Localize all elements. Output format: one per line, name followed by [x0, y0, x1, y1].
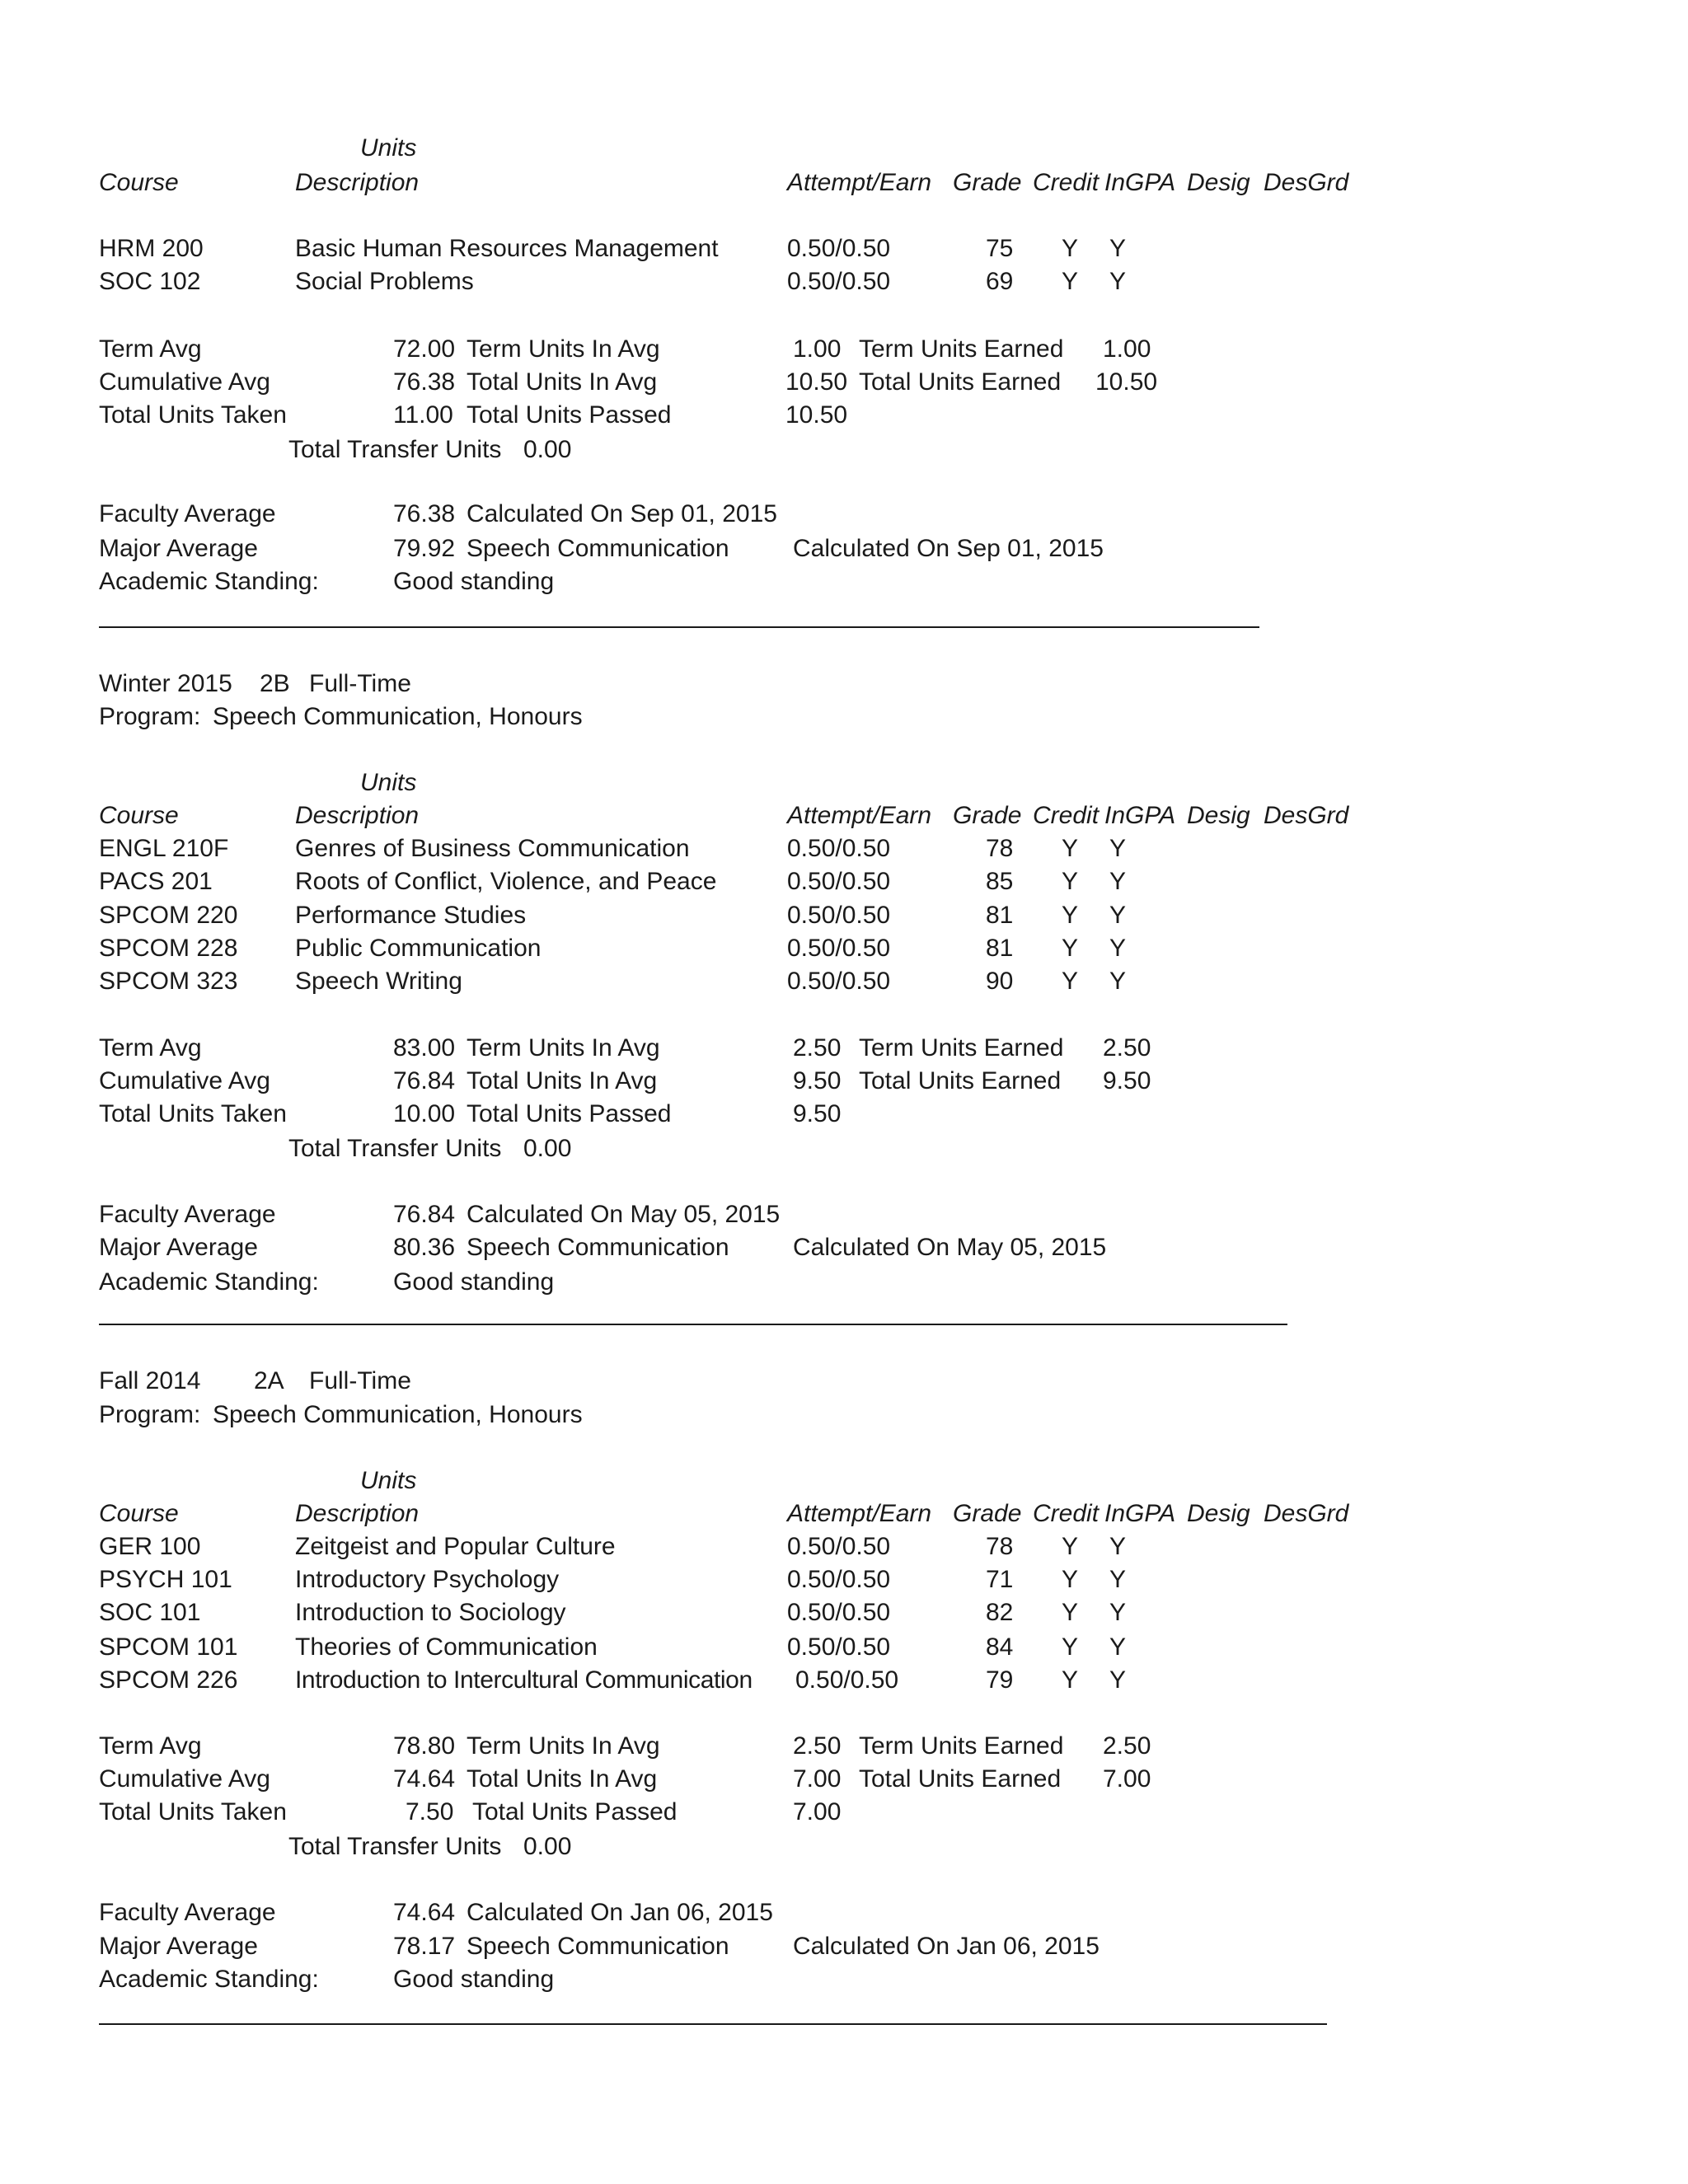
section-divider: [99, 1324, 1287, 1325]
total-units-earned-label: Total Units Earned: [859, 1765, 1062, 1793]
cumulative-avg-value: 74.64: [393, 1765, 456, 1793]
term-units-earned-value: 2.50: [1103, 1034, 1151, 1062]
term-units-earned-value: 2.50: [1103, 1732, 1151, 1760]
course-attempt-earn: 0.50/0.50: [787, 935, 891, 962]
program-name: Speech Communication, Honours: [213, 703, 583, 730]
total-units-earned-label: Total Units Earned: [859, 1067, 1062, 1094]
units-header: Units: [360, 134, 417, 162]
cumulative-avg-value: 76.38: [393, 368, 456, 396]
major-average-value: 79.92: [393, 535, 456, 562]
total-units-earned-value: 7.00: [1103, 1765, 1151, 1793]
total-units-in-avg-value: 9.50: [793, 1067, 842, 1094]
section-divider: [99, 2023, 1327, 2025]
term-season: Winter 2015: [99, 670, 232, 697]
ingpa-header: InGPA: [1104, 802, 1176, 829]
total-units-taken-value: 7.50: [406, 1798, 454, 1825]
credit-header: Credit: [1033, 169, 1100, 196]
course-grade: 78: [986, 1533, 1014, 1560]
course-grade: 79: [986, 1666, 1014, 1694]
course-credit: Y: [1062, 968, 1079, 995]
course-description: Public Communication: [295, 935, 542, 962]
program-name: Speech Communication, Honours: [213, 1401, 583, 1428]
academic-standing-value: Good standing: [393, 568, 555, 595]
course-description: Genres of Business Communication: [295, 835, 690, 862]
course-code: SOC 101: [99, 1599, 201, 1626]
course-credit: Y: [1062, 835, 1079, 862]
desig-header: Desig: [1187, 169, 1250, 196]
faculty-average-label: Faculty Average: [99, 1899, 276, 1926]
course-grade: 78: [986, 835, 1014, 862]
total-transfer-units-label: Total Transfer Units: [288, 1833, 502, 1860]
course-description: Social Problems: [295, 268, 474, 295]
course-ingpa: Y: [1109, 1533, 1127, 1560]
course-credit: Y: [1062, 1533, 1079, 1560]
total-units-passed-value: 9.50: [793, 1100, 842, 1127]
course-grade: 69: [986, 268, 1014, 295]
course-attempt-earn: 0.50/0.50: [787, 235, 891, 262]
academic-standing-value: Good standing: [393, 1268, 555, 1296]
course-description: Performance Studies: [295, 902, 527, 929]
course-code: HRM 200: [99, 235, 204, 262]
course-code: SPCOM 226: [99, 1666, 238, 1694]
course-attempt-earn: 0.50/0.50: [787, 835, 891, 862]
academic-standing-label: Academic Standing:: [99, 1966, 319, 1993]
course-attempt-earn: 0.50/0.50: [787, 1633, 891, 1661]
total-units-earned-value: 9.50: [1103, 1067, 1151, 1094]
description-header: Description: [295, 802, 420, 829]
term-season: Fall 2014: [99, 1367, 201, 1394]
course-code: PACS 201: [99, 868, 213, 895]
course-grade: 85: [986, 868, 1014, 895]
faculty-calculated-date: Calculated On Jan 06, 2015: [467, 1899, 773, 1926]
course-credit: Y: [1062, 1633, 1079, 1661]
faculty-average-value: 76.84: [393, 1201, 456, 1228]
course-code: SOC 102: [99, 268, 201, 295]
course-attempt-earn: 0.50/0.50: [787, 968, 891, 995]
credit-header: Credit: [1033, 1500, 1100, 1527]
faculty-calculated-date: Calculated On Sep 01, 2015: [467, 500, 777, 527]
total-units-passed-label: Total Units Passed: [472, 1798, 678, 1825]
course-description: Basic Human Resources Management: [295, 235, 719, 262]
credit-header: Credit: [1033, 802, 1100, 829]
course-description: Zeitgeist and Popular Culture: [295, 1533, 616, 1560]
cumulative-avg-label: Cumulative Avg: [99, 1067, 270, 1094]
term-units-in-avg-label: Term Units In Avg: [467, 1034, 660, 1062]
course-attempt-earn: 0.50/0.50: [795, 1666, 899, 1694]
major-name: Speech Communication: [467, 1933, 729, 1960]
description-header: Description: [295, 169, 420, 196]
total-transfer-units-value: 0.00: [523, 1135, 572, 1162]
ingpa-header: InGPA: [1104, 169, 1176, 196]
cumulative-avg-label: Cumulative Avg: [99, 368, 270, 396]
total-units-passed-label: Total Units Passed: [467, 401, 672, 429]
course-credit: Y: [1062, 1666, 1079, 1694]
course-ingpa: Y: [1109, 935, 1127, 962]
term-units-in-avg-value: 2.50: [793, 1034, 842, 1062]
units-header: Units: [360, 769, 417, 796]
course-description: Introduction to Sociology: [295, 1599, 566, 1626]
course-header: Course: [99, 169, 179, 196]
term-level: 2B: [260, 670, 290, 697]
desgrd-header: DesGrd: [1264, 169, 1349, 196]
major-average-value: 80.36: [393, 1234, 456, 1261]
term-avg-value: 83.00: [393, 1034, 456, 1062]
desig-header: Desig: [1187, 802, 1250, 829]
course-grade: 75: [986, 235, 1014, 262]
academic-standing-value: Good standing: [393, 1966, 555, 1993]
course-description: Roots of Conflict, Violence, and Peace: [295, 868, 717, 895]
desgrd-header: DesGrd: [1264, 1500, 1349, 1527]
major-average-value: 78.17: [393, 1933, 456, 1960]
total-transfer-units-label: Total Transfer Units: [288, 436, 502, 463]
term-units-in-avg-label: Term Units In Avg: [467, 1732, 660, 1760]
academic-standing-label: Academic Standing:: [99, 1268, 319, 1296]
course-code: SPCOM 101: [99, 1633, 238, 1661]
major-average-label: Major Average: [99, 1234, 258, 1261]
course-grade: 84: [986, 1633, 1014, 1661]
program-label: Program:: [99, 703, 201, 730]
course-ingpa: Y: [1109, 868, 1127, 895]
course-grade: 81: [986, 902, 1014, 929]
term-units-earned-label: Term Units Earned: [859, 1732, 1064, 1760]
academic-standing-label: Academic Standing:: [99, 568, 319, 595]
ingpa-header: InGPA: [1104, 1500, 1176, 1527]
total-transfer-units-value: 0.00: [523, 1833, 572, 1860]
total-units-in-avg-label: Total Units In Avg: [467, 1067, 658, 1094]
term-avg-label: Term Avg: [99, 1034, 202, 1062]
course-ingpa: Y: [1109, 1633, 1127, 1661]
faculty-calculated-date: Calculated On May 05, 2015: [467, 1201, 781, 1228]
faculty-average-label: Faculty Average: [99, 500, 276, 527]
term-avg-value: 78.80: [393, 1732, 456, 1760]
section-divider: [99, 626, 1259, 628]
term-load: Full-Time: [309, 1367, 411, 1394]
total-units-taken-label: Total Units Taken: [99, 1100, 287, 1127]
term-load: Full-Time: [309, 670, 411, 697]
course-grade: 90: [986, 968, 1014, 995]
term-level: 2A: [254, 1367, 284, 1394]
total-units-taken-label: Total Units Taken: [99, 401, 287, 429]
course-code: SPCOM 323: [99, 968, 238, 995]
grade-header: Grade: [953, 169, 1022, 196]
major-calculated-date: Calculated On Sep 01, 2015: [793, 535, 1104, 562]
term-avg-label: Term Avg: [99, 335, 202, 363]
course-header: Course: [99, 802, 179, 829]
course-description: Introductory Psychology: [295, 1566, 560, 1593]
course-attempt-earn: 0.50/0.50: [787, 1599, 891, 1626]
term-avg-label: Term Avg: [99, 1732, 202, 1760]
course-ingpa: Y: [1109, 235, 1127, 262]
faculty-average-value: 76.38: [393, 500, 456, 527]
course-code: SPCOM 228: [99, 935, 238, 962]
total-units-earned-value: 10.50: [1095, 368, 1158, 396]
course-header: Course: [99, 1500, 179, 1527]
course-attempt-earn: 0.50/0.50: [787, 902, 891, 929]
description-header: Description: [295, 1500, 420, 1527]
attempt-earn-header: Attempt/Earn: [787, 802, 932, 829]
total-units-passed-label: Total Units Passed: [467, 1100, 672, 1127]
course-credit: Y: [1062, 935, 1079, 962]
desgrd-header: DesGrd: [1264, 802, 1349, 829]
course-ingpa: Y: [1109, 1566, 1127, 1593]
total-units-taken-value: 11.00: [393, 401, 453, 429]
course-credit: Y: [1062, 1599, 1079, 1626]
total-units-in-avg-label: Total Units In Avg: [467, 1765, 658, 1793]
total-units-earned-label: Total Units Earned: [859, 368, 1062, 396]
course-credit: Y: [1062, 868, 1079, 895]
course-grade: 71: [986, 1566, 1014, 1593]
total-units-passed-value: 10.50: [785, 401, 848, 429]
major-average-label: Major Average: [99, 1933, 258, 1960]
course-ingpa: Y: [1109, 268, 1127, 295]
course-code: GER 100: [99, 1533, 201, 1560]
term-units-earned-label: Term Units Earned: [859, 1034, 1064, 1062]
course-code: PSYCH 101: [99, 1566, 232, 1593]
major-name: Speech Communication: [467, 535, 729, 562]
course-grade: 81: [986, 935, 1014, 962]
attempt-earn-header: Attempt/Earn: [787, 169, 932, 196]
total-units-passed-value: 7.00: [793, 1798, 842, 1825]
course-credit: Y: [1062, 235, 1079, 262]
term-avg-value: 72.00: [393, 335, 456, 363]
course-ingpa: Y: [1109, 902, 1127, 929]
course-ingpa: Y: [1109, 968, 1127, 995]
course-credit: Y: [1062, 902, 1079, 929]
faculty-average-value: 74.64: [393, 1899, 456, 1926]
course-credit: Y: [1062, 1566, 1079, 1593]
term-units-earned-value: 1.00: [1103, 335, 1151, 363]
major-calculated-date: Calculated On May 05, 2015: [793, 1234, 1107, 1261]
total-transfer-units-label: Total Transfer Units: [288, 1135, 502, 1162]
course-ingpa: Y: [1109, 835, 1127, 862]
faculty-average-label: Faculty Average: [99, 1201, 276, 1228]
course-code: SPCOM 220: [99, 902, 238, 929]
grade-header: Grade: [953, 802, 1022, 829]
term-units-earned-label: Term Units Earned: [859, 335, 1064, 363]
total-transfer-units-value: 0.00: [523, 436, 572, 463]
total-units-in-avg-value: 10.50: [785, 368, 848, 396]
total-units-taken-label: Total Units Taken: [99, 1798, 287, 1825]
term-units-in-avg-value: 2.50: [793, 1732, 842, 1760]
major-average-label: Major Average: [99, 535, 258, 562]
course-attempt-earn: 0.50/0.50: [787, 268, 891, 295]
course-description: Theories of Communication: [295, 1633, 598, 1661]
term-units-in-avg-value: 1.00: [793, 335, 842, 363]
grade-header: Grade: [953, 1500, 1022, 1527]
course-code: ENGL 210F: [99, 835, 229, 862]
cumulative-avg-value: 76.84: [393, 1067, 456, 1094]
total-units-in-avg-value: 7.00: [793, 1765, 842, 1793]
course-description: Speech Writing: [295, 968, 462, 995]
program-label: Program:: [99, 1401, 201, 1428]
course-credit: Y: [1062, 268, 1079, 295]
units-header: Units: [360, 1467, 417, 1494]
term-units-in-avg-label: Term Units In Avg: [467, 335, 660, 363]
course-description: Introduction to Intercultural Communication: [295, 1666, 753, 1694]
course-ingpa: Y: [1109, 1666, 1127, 1694]
major-calculated-date: Calculated On Jan 06, 2015: [793, 1933, 1100, 1960]
course-attempt-earn: 0.50/0.50: [787, 1533, 891, 1560]
attempt-earn-header: Attempt/Earn: [787, 1500, 932, 1527]
major-name: Speech Communication: [467, 1234, 729, 1261]
cumulative-avg-label: Cumulative Avg: [99, 1765, 270, 1793]
course-grade: 82: [986, 1599, 1014, 1626]
course-ingpa: Y: [1109, 1599, 1127, 1626]
course-attempt-earn: 0.50/0.50: [787, 1566, 891, 1593]
total-units-in-avg-label: Total Units In Avg: [467, 368, 658, 396]
total-units-taken-value: 10.00: [393, 1100, 456, 1127]
course-attempt-earn: 0.50/0.50: [787, 868, 891, 895]
desig-header: Desig: [1187, 1500, 1250, 1527]
